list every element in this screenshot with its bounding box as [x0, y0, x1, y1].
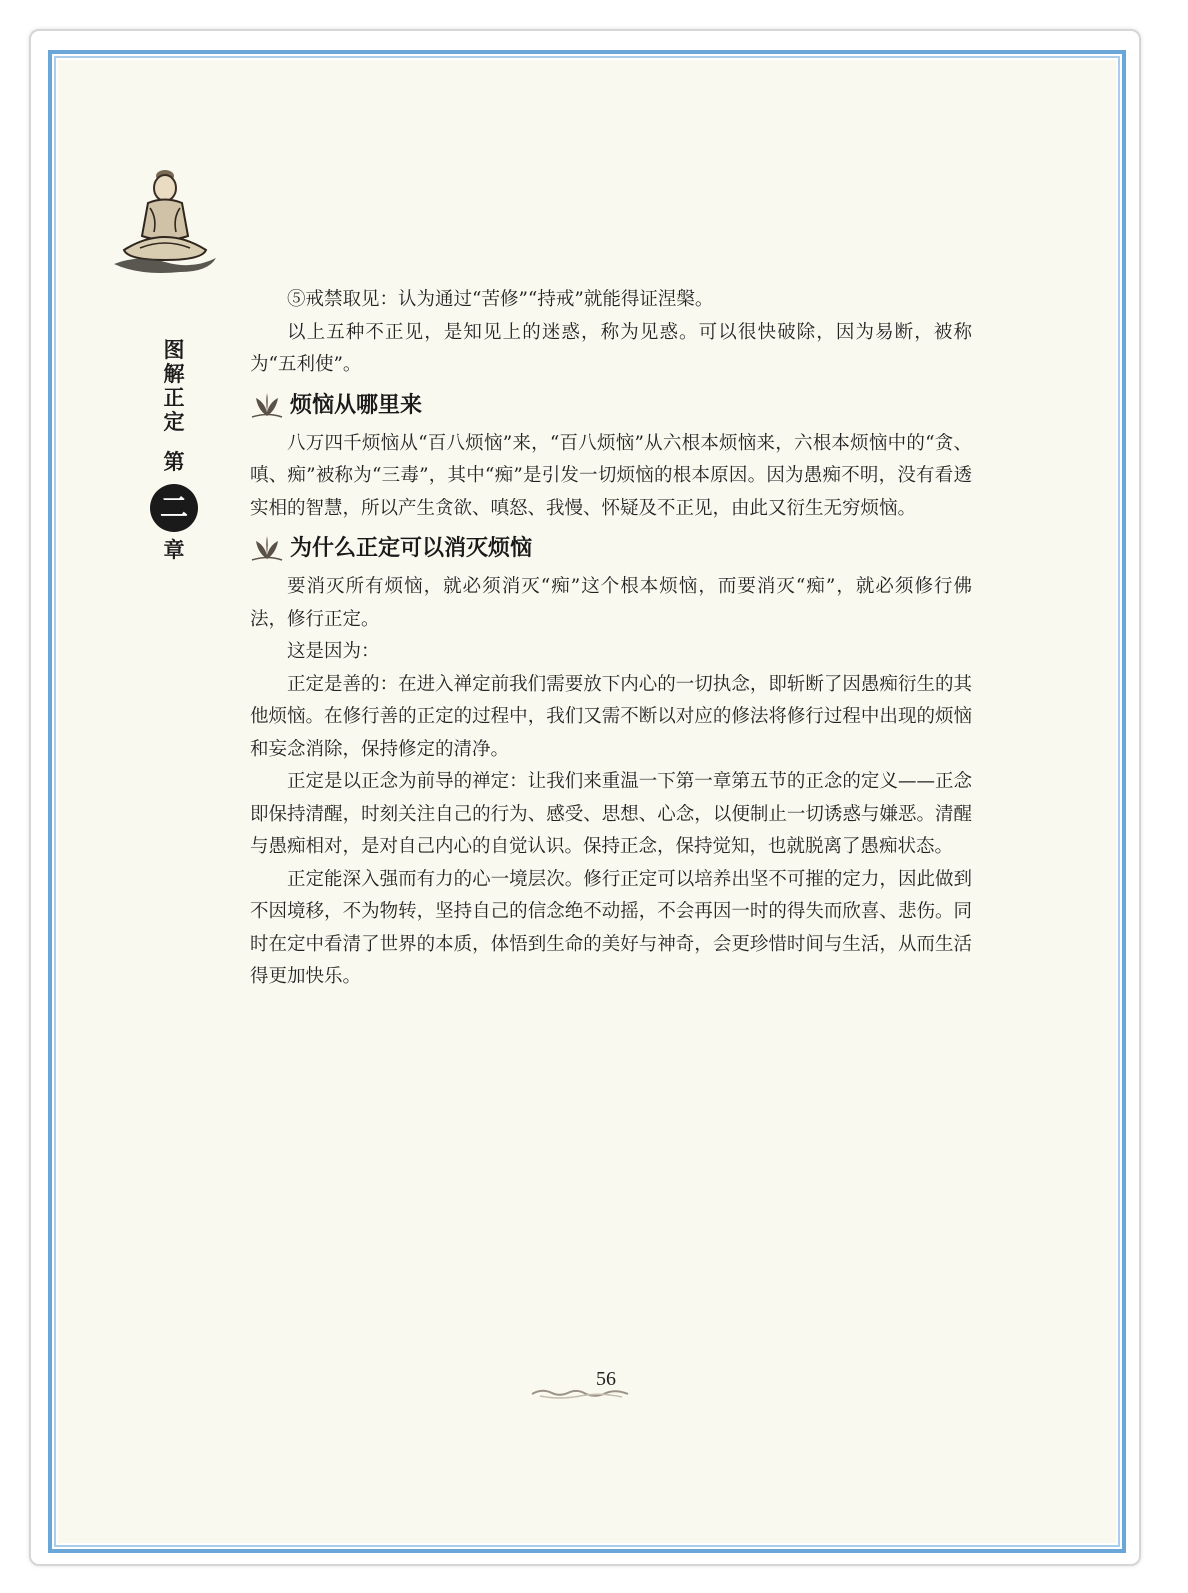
chapter-prefix: 第: [163, 449, 185, 474]
page-footer: [530, 1368, 640, 1408]
paragraph: 正定能深入强而有力的心一境层次。修行正定可以培养出坚不可摧的定力，因此做到不因境移，不为物转，坚持自己的信念绝不动摇，不会再因一时的得失而欣喜、悲伤。同时在定中看清了世界的本质，体悟到生命的美好与神奇，会更珍惜时间与生活，从而生活得更加快乐。: [250, 868, 972, 987]
chapter-suffix: 章: [163, 537, 185, 562]
section-heading-text: 为什么正定可以消灭烦恼: [290, 535, 533, 561]
buddha-illustration: [110, 158, 220, 276]
paragraph: 这是因为：: [287, 641, 380, 662]
main-content: [250, 284, 972, 994]
lotus-icon: [250, 390, 284, 420]
paragraph: ⑤戒禁取见：认为通过“苦修”“持戒”就能得证涅槃。: [287, 289, 714, 310]
book-title-vertical: 图解正定: [163, 337, 185, 434]
lotus-icon: [250, 533, 284, 563]
paragraph: 以上五种不正见，是知见上的迷惑，称为见惑。可以很快破除，因为易断，被称为“五利使”。: [250, 321, 972, 375]
section-heading: [250, 529, 972, 567]
paragraph: 正定是善的：在进入禅定前我们需要放下内心的一切执念，即斩断了因愚痴衍生的其他烦恼。在修行善的正定的过程中，我们又需不断以对应的修法将修行过程中出现的烦恼和妄念消除，保持修定的清净。: [250, 673, 972, 760]
paragraph: 八万四千烦恼从“百八烦恼”来，“百八烦恼”从六根本烦恼来，六根本烦恼中的“贪、嗔、痴”被称为“三毒”，其中“痴”是引发一切烦恼的根本原因。因为愚痴不明，没有看透实相的智慧，所以产生贪欲、嗔怒、我慢、怀疑及不正见，由此又衍生无穷烦恼。: [250, 432, 972, 519]
side-title: [146, 338, 202, 562]
page-number: 56: [596, 1368, 616, 1390]
paragraph: 要消灭所有烦恼，就必须消灭“痴”这个根本烦恼，而要消灭“痴”，就必须修行佛法，修行正定。: [250, 576, 972, 630]
chapter-number-badge: 二: [150, 484, 198, 532]
section-heading: [250, 386, 972, 424]
paragraph: 正定是以正念为前导的禅定：让我们来重温一下第一章第五节的正念的定义——正念即保持清醒，时刻关注自己的行为、感受、思想、心念，以便制止一切诱惑与嫌恶。清醒与愚痴相对，是对自己内心的自觉认识。保持正念，保持觉知，也就脱离了愚痴状态。: [250, 771, 972, 857]
section-heading-text: 烦恼从哪里来: [290, 391, 423, 418]
